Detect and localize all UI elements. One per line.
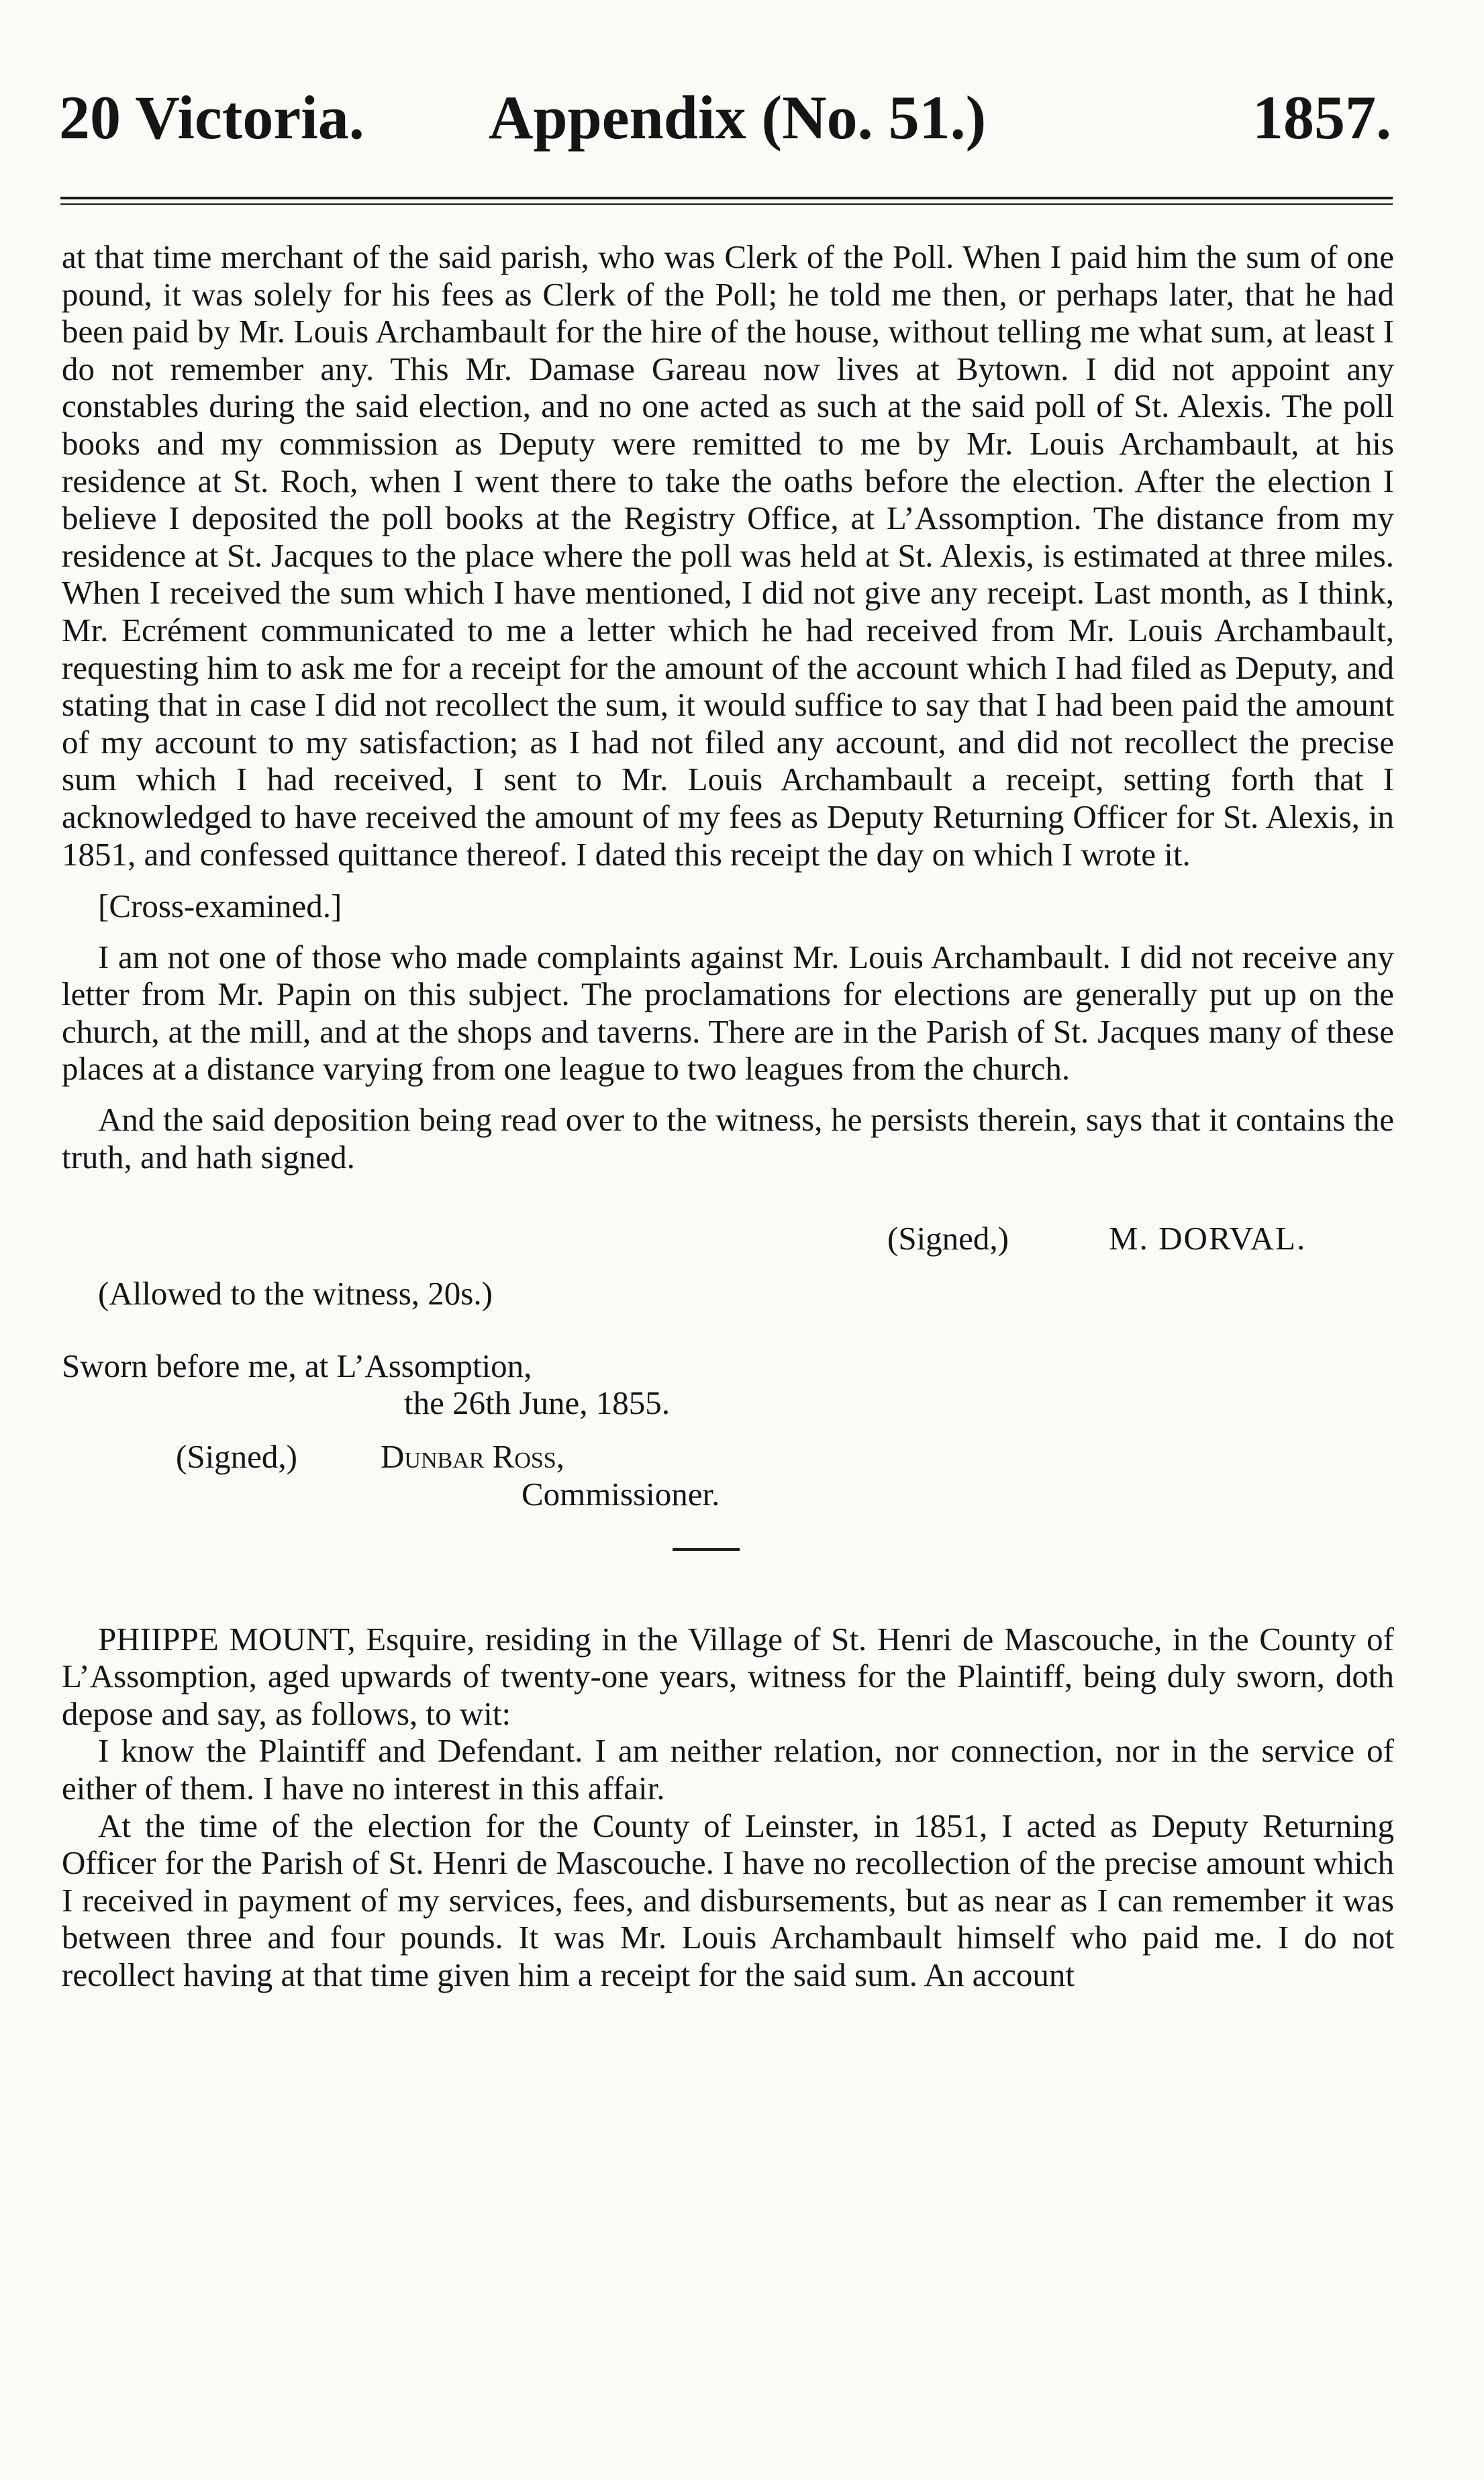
header-rule-thick [60, 197, 1393, 199]
witness-signature-line [62, 1220, 1394, 1257]
paragraph-relation-statement: I know the Plaintiff and Defendant. I am neither relation, nor connection, nor in the service of either of them. I have no interest in this affair. [62, 1732, 1394, 1807]
sworn-date: the 26th June, 1855. [404, 1384, 671, 1422]
header-rule-thin [60, 203, 1393, 205]
header-regnal-year: 20 Victoria. [59, 83, 364, 152]
header-appendix-title: Appendix (No. 51.) [489, 83, 987, 152]
commissioner-name: Dunbar Ross, [381, 1438, 564, 1476]
sworn-place: Sworn before me, at L’Assomption, [62, 1347, 532, 1384]
commissioner-signature-line [62, 1438, 1394, 1476]
paragraph-new-deponent: PHIIPPE MOUNT, Esquire, residing in the Village of St. Henri de Mascouche, in the County of L’Assomption, aged upwards of twenty-one years, witness for the Plaintiff, being duly sworn, doth depose and say, as follows, to wit: [62, 1620, 1394, 1732]
witness-allowance: (Allowed to the witness, 20s.) [98, 1275, 493, 1313]
sworn-block [62, 1347, 1394, 1422]
witness-signed-label: (Signed,) [887, 1220, 1009, 1257]
cross-examined-heading: [Cross-examined.] [98, 888, 342, 925]
paragraph-cross-examination: I am not one of those who made complaints against Mr. Louis Archambault. I did not receive any letter from Mr. Papin on this subject. The proclamations for elections are generally put up on the church, at the mill, and at the shops and taverns. There are in the Parish of St. Jacques many of these places at a distance varying from one league to two leagues from the church. [62, 938, 1394, 1088]
paragraph-deposition-read: And the said deposition being read over to the witness, he persists therein, says that it contains the truth, and hath signed. [62, 1101, 1394, 1176]
paragraph-continued-testimony: at that time merchant of the said parish, who was Clerk of the Poll. When I paid him the sum of one pound, it was solely for his fees as Clerk of the Poll; he told me then, or perhaps later, that he had been paid by Mr. Louis Archambault for the hire of the house, without telling me what sum, at least I do not remember any. This Mr. Damase Gareau now lives at Bytown. I did not appoint any constables during the said election, and no one acted as such at the said poll of St. Alexis. The poll books and my commission as Deputy were remitted to me by Mr. Louis Archambault, at his residence at St. Roch, when I went there to take the oaths before the election. After the election I believe I deposited the poll books at the Registry Office, at L’Assomption. The distance from my residence at St. Jacques to the place where the poll was held at St. Alexis, is estimated at three miles. When I received the sum which I have mentioned, I did not give any receipt. Last month, as I think, Mr. Ecrément communicated to me a letter which he had received from Mr. Louis Archambault, requesting him to ask me for a receipt for the amount of the account which I had filed as Deputy, and stating that in case I did not recollect the sum, it would suffice to say that I had been paid the amount of my account to my satisfaction; as I had not filed any account, and did not recollect the precise sum which I had received, I sent to Mr. Louis Archambault a receipt, setting forth that I acknowledged to have received the amount of my fees as Deputy Returning Officer for St. Alexis, in 1851, and confessed quittance thereof. I dated this receipt the day on which I wrote it. [62, 238, 1394, 873]
page-header [59, 81, 1391, 154]
commissioner-title: Commissioner. [522, 1476, 720, 1513]
deposition-body [62, 238, 1394, 1994]
paragraph-election-testimony: At the time of the election for the County of Leinster, in 1851, I acted as Deputy Returning Officer for the Parish of St. Henri de Mascouche. I have no recollection of the precise amount which I received in payment of my services, fees, and disbursements, but as near as I can remember it was between three and four pounds. It was Mr. Louis Archambault himself who paid me. I do not recollect having at that time given him a receipt for the said sum. An account [62, 1807, 1394, 1993]
section-divider [673, 1548, 740, 1551]
header-year: 1857. [1252, 83, 1391, 152]
commissioner-signed-label: (Signed,) [176, 1438, 297, 1476]
witness-name: M. DORVAL. [1109, 1220, 1307, 1257]
